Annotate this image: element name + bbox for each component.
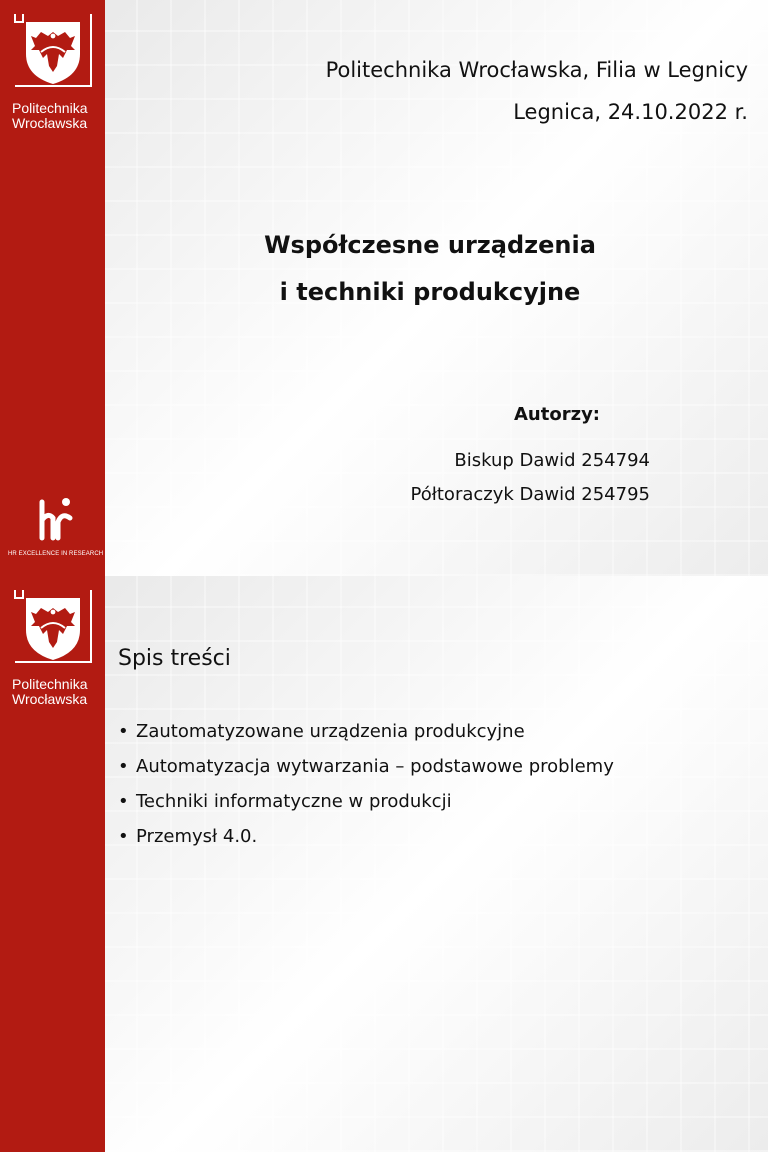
place-date: Legnica, 24.10.2022 r.: [513, 100, 748, 124]
logo-text: [12, 677, 104, 707]
author-2: Półtoraczyk Dawid 254795: [410, 484, 650, 505]
author-1: Biskup Dawid 254794: [454, 450, 650, 471]
slide-2: [0, 576, 768, 1152]
institution-name: Politechnika Wrocławska, Filia w Legnicy: [325, 58, 748, 82]
bullet-icon: •: [118, 791, 129, 812]
toc-item: [118, 755, 614, 790]
university-crest-icon: [13, 590, 93, 666]
logo-line-1: Politechnika: [12, 676, 88, 692]
logo-text: [12, 101, 104, 131]
authors-label: Autorzy:: [514, 404, 601, 425]
hr-excellence-logo-icon: [36, 496, 76, 544]
toc-item: [118, 720, 614, 755]
toc-list: [118, 720, 614, 860]
toc-item: [118, 790, 614, 825]
logo-line-2: Wrocławska: [12, 691, 88, 707]
bullet-icon: •: [118, 721, 129, 742]
sidebar: [0, 576, 105, 1152]
sidebar: [0, 0, 105, 576]
logo-line-2: Wrocławska: [12, 115, 88, 131]
title-line-2: i techniki produkcyjne: [279, 278, 581, 306]
bullet-icon: •: [118, 756, 129, 777]
logo-line-1: Politechnika: [12, 100, 88, 116]
toc-item-label: Automatyzacja wytwarzania – podstawowe problemy: [136, 756, 614, 777]
presentation-title: [105, 222, 755, 316]
toc-item: [118, 825, 614, 860]
toc-item-label: Zautomatyzowane urządzenia produkcyjne: [136, 721, 525, 742]
toc-item-label: Techniki informatyczne w produkcji: [136, 791, 452, 812]
university-crest-icon: [13, 14, 93, 90]
hr-caption: HR EXCELLENCE IN RESEARCH: [8, 551, 104, 557]
title-line-1: Współczesne urządzenia: [264, 231, 596, 259]
toc-heading: Spis treści: [118, 646, 231, 671]
toc-item-label: Przemysł 4.0.: [136, 826, 258, 847]
bullet-icon: •: [118, 826, 129, 847]
